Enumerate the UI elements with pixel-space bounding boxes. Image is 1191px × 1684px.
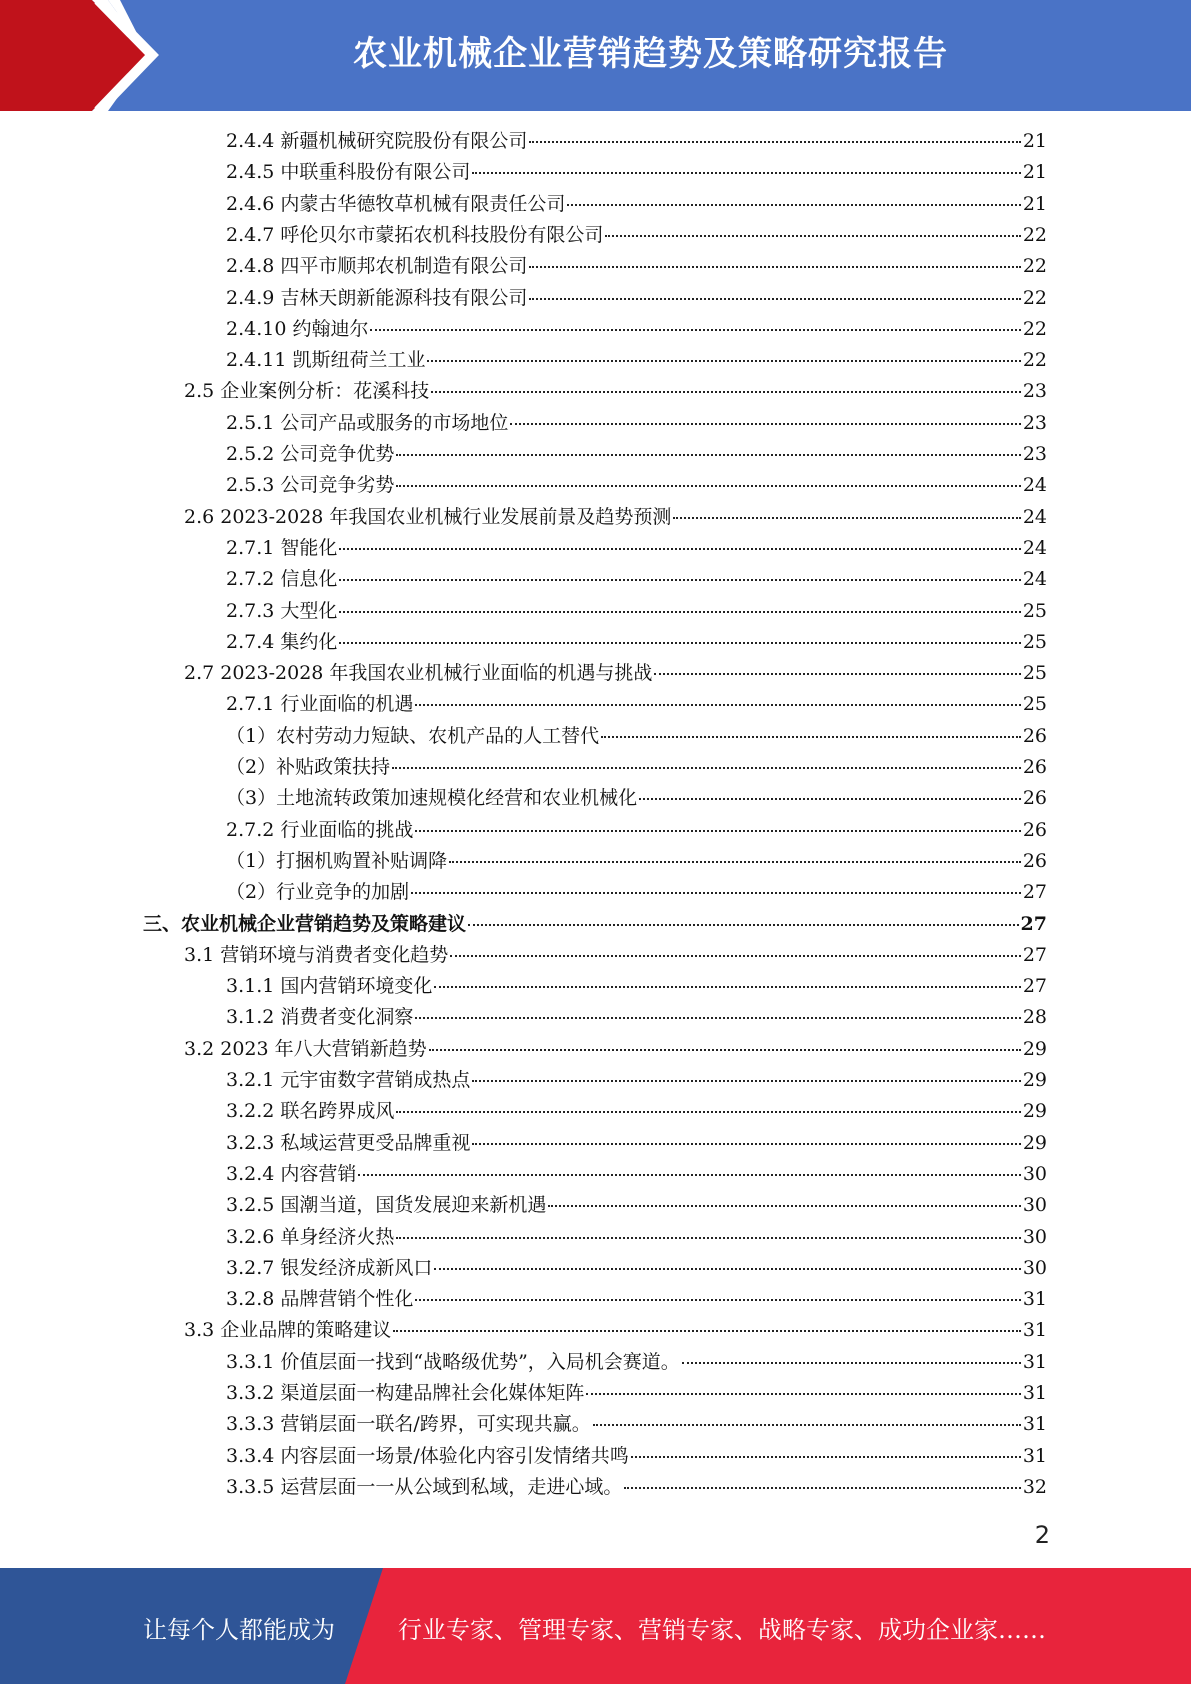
toc-entry-label: 3.1 营销环境与消费者变化趋势 — [184, 944, 449, 966]
toc-entry[interactable] — [226, 533, 1047, 564]
toc-dot-leader — [431, 391, 1021, 393]
toc-entry[interactable] — [226, 251, 1047, 282]
toc-dot-leader — [393, 1330, 1021, 1332]
toc-entry-label: 2.7.1 行业面临的机遇 — [226, 693, 414, 715]
toc-dot-leader — [624, 1487, 1020, 1489]
toc-entry-page: 24 — [1022, 506, 1047, 528]
toc-entry-page: 31 — [1022, 1382, 1047, 1404]
toc-entry-label: （3）土地流转政策加速规模化经营和农业机械化 — [226, 787, 638, 809]
toc-entry-label: 2.5.1 公司产品或服务的市场地位 — [226, 412, 509, 434]
toc-entry-page: 22 — [1022, 224, 1047, 246]
toc-dot-leader — [415, 1017, 1020, 1019]
toc-entry-label: 3.1.2 消费者变化洞察 — [226, 1006, 414, 1028]
toc-entry-label: 3.2.3 私域运营更受品牌重视 — [226, 1132, 471, 1154]
toc-entry-label: 2.7.2 信息化 — [226, 568, 338, 590]
toc-entry[interactable] — [226, 126, 1047, 157]
toc-entry[interactable] — [226, 314, 1047, 345]
toc-dot-leader — [601, 736, 1021, 738]
toc-entry[interactable] — [226, 752, 1047, 783]
toc-entry[interactable] — [184, 502, 1047, 533]
toc-entry-page: 22 — [1022, 349, 1047, 371]
toc-entry-page: 27 — [1020, 913, 1047, 935]
toc-dot-leader — [548, 1205, 1020, 1207]
toc-entry-label: （2）补贴政策扶持 — [226, 756, 391, 778]
toc-entry-label: 2.4.9 吉林天朗新能源科技有限公司 — [226, 287, 528, 309]
toc-dot-leader — [339, 548, 1020, 550]
toc-entry[interactable] — [226, 1222, 1047, 1253]
toc-entry-label: 3.2.4 内容营销 — [226, 1163, 357, 1185]
toc-entry-label: 3.2.6 单身经济火热 — [226, 1226, 395, 1248]
toc-entry-page: 25 — [1022, 662, 1047, 684]
toc-dot-leader — [567, 204, 1020, 206]
toc-entry-label: 2.7.3 大型化 — [226, 600, 338, 622]
toc-entry-label: 2.5 企业案例分析：花溪科技 — [184, 380, 430, 402]
toc-entry-page: 26 — [1022, 725, 1047, 747]
toc-dot-leader — [415, 704, 1020, 706]
toc-dot-leader — [370, 329, 1020, 331]
toc-entry-label: 2.4.10 约翰迪尔 — [226, 318, 369, 340]
toc-entry[interactable] — [143, 909, 1047, 940]
toc-dot-leader — [673, 517, 1020, 519]
toc-entry[interactable] — [226, 783, 1047, 814]
toc-entry-label: 3.3.5 运营层面一一从公域到私域，走进心域。 — [226, 1476, 623, 1498]
toc-dot-leader — [529, 266, 1020, 268]
toc-entry-page: 29 — [1022, 1132, 1047, 1154]
toc-entry[interactable] — [184, 376, 1047, 407]
toc-dot-leader — [434, 1268, 1020, 1270]
toc-dot-leader — [449, 861, 1021, 863]
toc-dot-leader — [392, 767, 1021, 769]
toc-dot-leader — [396, 485, 1020, 487]
toc-entry[interactable] — [226, 846, 1047, 877]
toc-dot-leader — [631, 1456, 1021, 1458]
toc-entry[interactable] — [226, 1159, 1047, 1190]
toc-entry[interactable] — [226, 408, 1047, 439]
footer-slogan-right: 行业专家、管理专家、营销专家、战略专家、成功企业家…… — [398, 1616, 1046, 1644]
toc-entry[interactable] — [226, 1096, 1047, 1127]
toc-entry-page: 25 — [1022, 693, 1047, 715]
toc-entry-page: 24 — [1022, 568, 1047, 590]
toc-entry[interactable] — [226, 283, 1047, 314]
toc-dot-leader — [339, 642, 1020, 644]
toc-dot-leader — [472, 172, 1020, 174]
toc-dot-leader — [510, 423, 1020, 425]
toc-entry[interactable] — [226, 189, 1047, 220]
toc-entry[interactable] — [226, 1347, 1047, 1378]
toc-dot-leader — [605, 235, 1020, 237]
toc-entry[interactable] — [226, 1002, 1047, 1033]
toc-entry[interactable] — [226, 1472, 1047, 1503]
toc-entry-label: 2.5.3 公司竞争劣势 — [226, 474, 395, 496]
toc-dot-leader — [682, 1362, 1021, 1364]
toc-entry-label: 2.6 2023-2028 年我国农业机械行业发展前景及趋势预测 — [184, 506, 672, 528]
toc-entry[interactable] — [226, 220, 1047, 251]
toc-entry-page: 25 — [1022, 631, 1047, 653]
toc-entry[interactable] — [226, 971, 1047, 1002]
toc-entry-label: 2.4.11 凯斯纽荷兰工业 — [226, 349, 426, 371]
toc-dot-leader — [415, 1299, 1020, 1301]
toc-entry[interactable] — [184, 1315, 1047, 1346]
toc-dot-leader — [593, 1424, 1021, 1426]
toc-entry-page: 31 — [1022, 1413, 1047, 1435]
toc-entry-page: 23 — [1022, 412, 1047, 434]
toc-entry-page: 24 — [1022, 474, 1047, 496]
toc-entry-label: 3.3.4 内容层面一场景/体验化内容引发情绪共鸣 — [226, 1445, 629, 1467]
toc-entry-page: 22 — [1022, 255, 1047, 277]
toc-entry-label: 三、农业机械企业营销趋势及策略建议 — [143, 913, 467, 935]
toc-entry-label: 2.5.2 公司竞争优势 — [226, 443, 395, 465]
toc-entry-label: （1）农村劳动力短缺、农机产品的人工替代 — [226, 725, 600, 747]
toc-entry-page: 32 — [1022, 1476, 1047, 1498]
toc-entry[interactable] — [226, 1065, 1047, 1096]
toc-entry[interactable] — [226, 1409, 1047, 1440]
toc-dot-leader — [472, 1080, 1020, 1082]
toc-entry[interactable] — [226, 689, 1047, 720]
page-footer — [0, 1568, 1191, 1684]
toc-entry-page: 24 — [1022, 537, 1047, 559]
toc-entry[interactable] — [226, 157, 1047, 188]
toc-dot-leader — [654, 673, 1020, 675]
toc-entry-page: 31 — [1022, 1445, 1047, 1467]
toc-entry[interactable] — [226, 345, 1047, 376]
toc-entry-label: 2.7.2 行业面临的挑战 — [226, 819, 414, 841]
toc-entry-label: 2.4.4 新疆机械研究院股份有限公司 — [226, 130, 528, 152]
toc-entry-page: 26 — [1022, 850, 1047, 872]
toc-entry[interactable] — [184, 1034, 1047, 1065]
toc-entry[interactable] — [226, 721, 1047, 752]
toc-entry-label: 3.2.8 品牌营销个性化 — [226, 1288, 414, 1310]
toc-entry-page: 22 — [1022, 318, 1047, 340]
toc-dot-leader — [339, 579, 1020, 581]
toc-dot-leader — [639, 798, 1021, 800]
toc-entry[interactable] — [226, 439, 1047, 470]
toc-entry-label: 2.4.5 中联重科股份有限公司 — [226, 161, 471, 183]
page-header — [0, 0, 1191, 111]
toc-entry-label: 3.3 企业品牌的策略建议 — [184, 1319, 392, 1341]
toc-entry-page: 23 — [1022, 380, 1047, 402]
toc-entry-page: 30 — [1022, 1163, 1047, 1185]
toc-entry-label: 3.2 2023 年八大营销新趋势 — [184, 1038, 427, 1060]
toc-entry-label: 3.3.3 营销层面一联名/跨界，可实现共赢。 — [226, 1413, 591, 1435]
toc-entry[interactable] — [226, 877, 1047, 908]
toc-entry-page: 26 — [1022, 756, 1047, 778]
report-title: 农业机械企业营销趋势及策略研究报告 — [353, 34, 948, 74]
toc-dot-leader — [396, 454, 1020, 456]
toc-entry-page: 29 — [1022, 1069, 1047, 1091]
toc-entry-page: 21 — [1022, 130, 1047, 152]
toc-dot-leader — [427, 360, 1020, 362]
toc-entry-page: 29 — [1022, 1100, 1047, 1122]
toc-dot-leader — [429, 1049, 1021, 1051]
toc-entry[interactable] — [226, 1378, 1047, 1409]
toc-dot-leader — [529, 141, 1020, 143]
toc-dot-leader — [529, 298, 1020, 300]
toc-entry[interactable] — [226, 1253, 1047, 1284]
toc-entry[interactable] — [226, 1284, 1047, 1315]
toc-dot-leader — [468, 924, 1019, 926]
toc-entry-page: 21 — [1022, 161, 1047, 183]
toc-entry-page: 22 — [1022, 287, 1047, 309]
toc-dot-leader — [396, 1237, 1020, 1239]
toc-entry[interactable] — [226, 1128, 1047, 1159]
toc-entry-label: 3.2.2 联名跨界成风 — [226, 1100, 395, 1122]
toc-entry-page: 31 — [1022, 1351, 1047, 1373]
toc-entry-label: 2.7.4 集约化 — [226, 631, 338, 653]
toc-entry-page: 23 — [1022, 443, 1047, 465]
toc-entry-page: 30 — [1022, 1257, 1047, 1279]
toc-entry-label: 2.4.8 四平市顺邦农机制造有限公司 — [226, 255, 528, 277]
toc-entry-label: 3.1.1 国内营销环境变化 — [226, 975, 433, 997]
toc-entry-label: （2）行业竞争的加剧 — [226, 881, 410, 903]
toc-dot-leader — [586, 1393, 1020, 1395]
toc-entry-label: 3.2.1 元宇宙数字营销成热点 — [226, 1069, 471, 1091]
toc-entry[interactable] — [226, 564, 1047, 595]
toc-dot-leader — [472, 1143, 1020, 1145]
toc-dot-leader — [339, 611, 1020, 613]
toc-entry-page: 31 — [1022, 1319, 1047, 1341]
toc-entry[interactable] — [226, 815, 1047, 846]
toc-entry-page: 29 — [1022, 1038, 1047, 1060]
toc-entry-page: 25 — [1022, 600, 1047, 622]
toc-entry-page: 27 — [1022, 975, 1047, 997]
toc-entry[interactable] — [184, 940, 1047, 971]
toc-entry-page: 31 — [1022, 1288, 1047, 1310]
toc-entry-label: 2.4.6 内蒙古华德牧草机械有限责任公司 — [226, 193, 566, 215]
toc-dot-leader — [450, 955, 1021, 957]
toc-entry-label: 3.2.5 国潮当道，国货发展迎来新机遇 — [226, 1194, 547, 1216]
toc-entry-label: 2.4.7 呼伦贝尔市蒙拓农机科技股份有限公司 — [226, 224, 604, 246]
toc-entry[interactable] — [184, 658, 1047, 689]
toc-entry-label: 2.7.1 智能化 — [226, 537, 338, 559]
page-number: 2 — [1034, 1521, 1050, 1549]
footer-slogan-left: 让每个人都能成为 — [143, 1616, 335, 1644]
toc-entry-page: 26 — [1022, 787, 1047, 809]
toc-dot-leader — [434, 986, 1020, 988]
toc-entry-label: 3.3.1 价值层面一找到“战略级优势”，入局机会赛道。 — [226, 1351, 680, 1373]
toc-entry-label: 2.7 2023-2028 年我国农业机械行业面临的机遇与挑战 — [184, 662, 653, 684]
toc-entry-label: 3.3.2 渠道层面一构建品牌社会化媒体矩阵 — [226, 1382, 585, 1404]
toc-entry-page: 30 — [1022, 1226, 1047, 1248]
toc-entry-label: 3.2.7 银发经济成新风口 — [226, 1257, 433, 1279]
toc-dot-leader — [411, 892, 1021, 894]
toc-entry-page: 26 — [1022, 819, 1047, 841]
toc-entry-page: 28 — [1022, 1006, 1047, 1028]
toc-entry[interactable] — [226, 470, 1047, 501]
toc-entry-page: 27 — [1022, 881, 1047, 903]
toc-dot-leader — [396, 1111, 1020, 1113]
toc-entry-page: 27 — [1022, 944, 1047, 966]
toc-entry-label: （1）打捆机购置补贴调降 — [226, 850, 448, 872]
toc-entry-page: 21 — [1022, 193, 1047, 215]
toc-dot-leader — [358, 1174, 1020, 1176]
toc-entry[interactable] — [226, 1441, 1047, 1472]
toc-entry[interactable] — [226, 596, 1047, 627]
toc-entry[interactable] — [226, 627, 1047, 658]
toc-entry-page: 30 — [1022, 1194, 1047, 1216]
toc-entry[interactable] — [226, 1190, 1047, 1221]
toc-dot-leader — [415, 830, 1020, 832]
